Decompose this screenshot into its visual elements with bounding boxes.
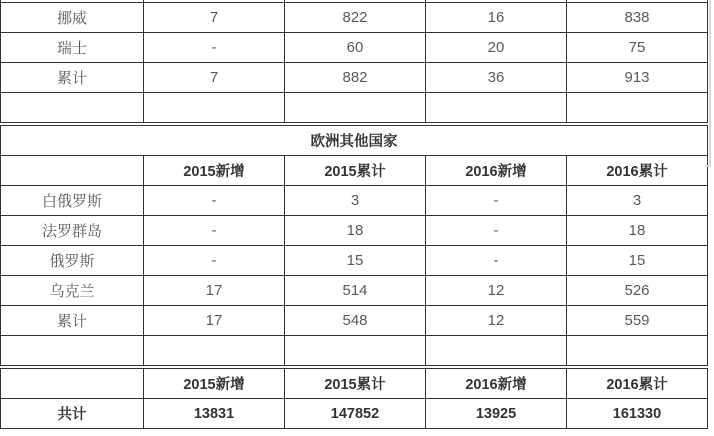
empty-row [1,93,708,123]
column-header-row [1,369,708,399]
cell: 3 [285,186,426,216]
row-label: 瑞士 [1,33,144,63]
cell: - [144,186,285,216]
cell: 18 [567,216,708,246]
cell: 838 [567,3,708,33]
cell: 12 [426,306,567,336]
cell: 7 [144,63,285,93]
header-cell [1,156,144,186]
cell: 75 [567,33,708,63]
cell: 17 [144,276,285,306]
cell: 161330 [567,399,708,429]
cell: 20 [426,33,567,63]
cell: 514 [285,276,426,306]
header-cell: 2015新增 [144,156,285,186]
section-title-row [1,126,708,156]
cell: 913 [567,63,708,93]
table-top-section [0,0,708,123]
header-cell: 2016新增 [426,156,567,186]
cell: - [144,216,285,246]
column-header-row [1,156,708,186]
cell [144,93,285,123]
table-row [1,306,708,336]
cell: 15 [567,246,708,276]
table-row [1,33,708,63]
cell [285,336,426,366]
table-row [1,186,708,216]
section-title: 欧洲其他国家 [1,126,708,156]
cell: 7 [144,3,285,33]
cell: 12 [426,276,567,306]
cell: 822 [285,3,426,33]
table-row [1,276,708,306]
cell: 882 [285,63,426,93]
cell [144,336,285,366]
cell: 36 [426,63,567,93]
cell [285,93,426,123]
cell: 15 [285,246,426,276]
cell [567,336,708,366]
cell: 559 [567,306,708,336]
row-label: 法罗群岛 [1,216,144,246]
table-europe-other [0,125,708,366]
row-label: 累计 [1,63,144,93]
cell [426,93,567,123]
row-label: 俄罗斯 [1,246,144,276]
cell: - [426,216,567,246]
clipped-panel-corner-tick [705,165,711,167]
row-label: 白俄罗斯 [1,186,144,216]
table-grand-total [0,368,708,429]
cell: 18 [285,216,426,246]
cell: 3 [567,186,708,216]
cell: 147852 [285,399,426,429]
header-cell: 2016累计 [567,156,708,186]
row-label: 乌克兰 [1,276,144,306]
cell [426,336,567,366]
cell: 526 [567,276,708,306]
header-cell [1,369,144,399]
header-cell: 2015累计 [285,156,426,186]
grand-total-row [1,399,708,429]
header-cell: 2016新增 [426,369,567,399]
row-label: 共计 [1,399,144,429]
cell [1,93,144,123]
cell [1,336,144,366]
cell: 13925 [426,399,567,429]
cell: - [144,33,285,63]
cell: - [144,246,285,276]
empty-row [1,336,708,366]
header-cell: 2015新增 [144,369,285,399]
cell: - [426,246,567,276]
row-label: 累计 [1,306,144,336]
cell: 548 [285,306,426,336]
table-row [1,3,708,33]
row-label: 挪威 [1,3,144,33]
clipped-panel-right-edge [709,0,711,166]
table-row [1,63,708,93]
table-row [1,216,708,246]
table-row [1,246,708,276]
cell: 60 [285,33,426,63]
cell: 13831 [144,399,285,429]
cell: - [426,186,567,216]
header-cell: 2016累计 [567,369,708,399]
cell [567,93,708,123]
header-cell: 2015累计 [285,369,426,399]
cell: 17 [144,306,285,336]
cell: 16 [426,3,567,33]
